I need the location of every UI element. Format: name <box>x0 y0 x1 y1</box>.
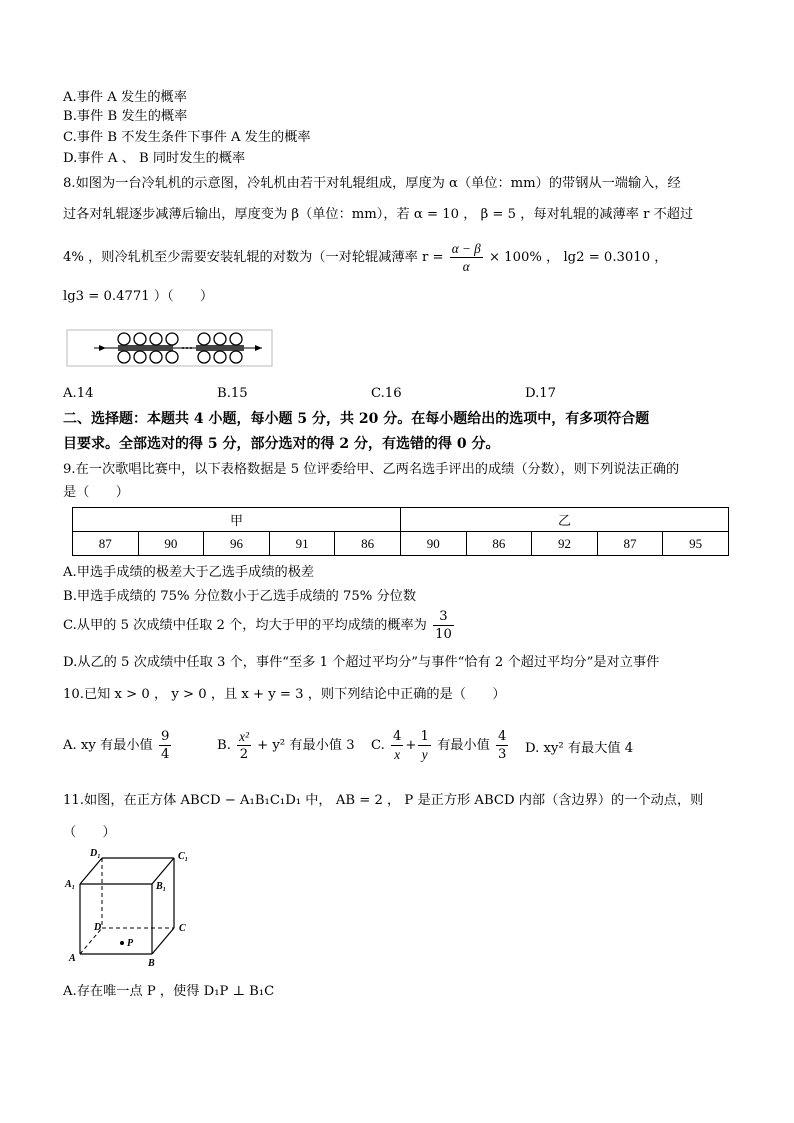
jia-score: 90 <box>138 532 204 556</box>
point-p <box>120 941 124 945</box>
q9-option-c-text: C.从甲的 5 次成绩中任取 2 个，均大于甲的平均成绩的概率为 <box>63 618 427 633</box>
q7-option-c: C.事件 B 不发生条件下事件 A 发生的概率 <box>63 130 311 145</box>
cube-figure <box>62 846 202 971</box>
fraction-numerator: α − β <box>451 241 481 256</box>
fraction <box>391 728 403 763</box>
q8-stem-line4: lg3 = 0.4771 ）（ ） <box>63 289 214 304</box>
q10-option-b-label: B. <box>217 738 231 753</box>
section-2-heading-line1: 二、选择题：本题共 4 小题，每小题 5 分，共 20 分。在每小题给出的选项中，有多项符合题 <box>63 411 650 427</box>
q10-option-a-text: A. xy 有最小值 <box>63 738 153 753</box>
fraction <box>159 728 171 763</box>
steel-strip-section-2 <box>196 345 244 351</box>
scores-table <box>72 507 729 556</box>
q9-option-a: A.甲选手成绩的极差大于乙选手成绩的极差 <box>63 565 315 580</box>
table-header-row <box>73 508 729 532</box>
fraction-numerator: 9 <box>160 729 170 744</box>
fraction <box>496 728 508 763</box>
q8-line3-pre: 4% ，则冷轧机至少需要安装轧辊的对数为（一对轮辊减薄率 r = <box>63 250 444 265</box>
header-jia: 甲 <box>73 508 401 532</box>
q10-option-c-text: 有最小值 <box>437 738 490 753</box>
q7-option-a: A.事件 A 发生的概率 <box>63 90 187 105</box>
q11-stem-line2: （ ） <box>63 825 116 840</box>
label-b: B <box>148 958 155 969</box>
steel-strip-section-1 <box>118 345 173 351</box>
label-a: A <box>69 953 76 964</box>
q8-option-c: C.16 <box>371 386 402 401</box>
q10-option-b-text: + y² 有最小值 3 <box>257 738 355 753</box>
header-yi: 乙 <box>400 508 728 532</box>
q10-option-c <box>371 728 510 763</box>
fraction-numerator: 1 <box>420 729 429 744</box>
reduction-rate-fraction <box>450 240 483 275</box>
fraction-numerator: x² <box>239 729 249 744</box>
label-a1: A₁ <box>65 879 76 890</box>
fraction-denominator: 4 <box>160 747 170 762</box>
fraction-numerator: 3 <box>433 608 454 626</box>
jia-score: 87 <box>73 532 139 556</box>
q7-option-b: B.事件 B 发生的概率 <box>63 109 188 124</box>
q9-option-d: D.从乙的 5 次成绩中任取 3 个，事件“至多 1 个超过平均分”与事件“恰有 2 个超过平均分”是对立事件 <box>63 655 660 670</box>
q8-option-a: A.14 <box>63 386 94 401</box>
yi-score: 92 <box>532 532 598 556</box>
label-d1: D₁ <box>90 848 101 859</box>
jia-score: 91 <box>269 532 335 556</box>
probability-fraction <box>433 608 454 643</box>
jia-score: 96 <box>204 532 270 556</box>
label-c: C <box>179 923 186 934</box>
ellipsis-dots <box>182 347 192 349</box>
fraction-denominator: α <box>462 259 470 274</box>
label-d: D <box>94 922 102 933</box>
section-2-heading-line2: 目要求。全部选对的得 5 分，部分选对的得 2 分，有选错的得 0 分。 <box>63 436 500 452</box>
q11-option-a: A.存在唯一点 P ，使得 D₁P ⊥ B₁C <box>63 984 275 999</box>
fraction-numerator: 4 <box>393 729 402 744</box>
fraction-denominator: 3 <box>498 747 507 762</box>
yi-score: 90 <box>400 532 466 556</box>
q8-line3-post: × 100% ， lg2 = 0.3010 ， <box>488 250 668 265</box>
yi-score: 95 <box>663 532 729 556</box>
yi-score: 86 <box>466 532 532 556</box>
q8-stem-line3 <box>63 240 667 275</box>
q10-option-d: D. xy² 有最大值 4 <box>525 741 634 756</box>
plus-sign: + <box>405 738 417 753</box>
fraction <box>418 728 430 763</box>
q9-option-b: B.甲选手成绩的 75% 分位数小于乙选手成绩的 75% 分位数 <box>63 589 417 604</box>
yi-score: 87 <box>597 532 663 556</box>
label-b1: B₁ <box>156 881 167 892</box>
label-p: P <box>127 938 134 949</box>
cube-labels <box>64 848 188 969</box>
fraction-numerator: 4 <box>498 729 507 744</box>
jia-score: 86 <box>335 532 401 556</box>
q9-option-c <box>63 608 456 643</box>
q8-option-d: D.17 <box>525 386 557 401</box>
rolling-mill-figure <box>66 328 274 368</box>
fraction <box>237 728 251 763</box>
input-arrow-icon <box>99 345 106 351</box>
fraction-denominator: 2 <box>239 747 249 762</box>
table-row <box>73 532 729 556</box>
q11-stem-line1: 11.如图，在正方体 ABCD − A₁B₁C₁D₁ 中， AB = 2 ， P 是正方形 ABCD 内部（含边界）的一个动点，则 <box>63 793 704 808</box>
output-arrow-icon <box>255 345 262 351</box>
q9-stem-line2: 是（ ） <box>63 485 129 500</box>
fraction-denominator: y <box>421 747 428 762</box>
q9-stem-line1: 9.在一次歌唱比赛中，以下表格数据是 5 位评委给甲、乙两名选手评出的成绩（分数），则下列说法正确的 <box>63 462 680 477</box>
q10-option-c-label: C. <box>371 738 385 753</box>
q8-stem-line2: 过各对轧辊逐步减薄后输出，厚度变为 β（单位：mm），若 α = 10 ， β = 5 ，每对轧辊的减薄率 r 不超过 <box>63 207 694 222</box>
q10-option-b <box>217 728 355 763</box>
fraction-denominator: 10 <box>435 627 452 642</box>
q10-option-a <box>63 728 173 763</box>
q8-stem-line1: 8.如图为一台冷轧机的示意图，冷轧机由若干对轧辊组成，厚度为 α（单位：mm）的带钢从一端输入，经 <box>63 176 681 191</box>
fraction-denominator: x <box>394 747 401 762</box>
q7-option-d: D.事件 A 、 B 同时发生的概率 <box>63 151 246 166</box>
q8-option-b: B.15 <box>217 386 248 401</box>
label-c1: C₁ <box>178 851 189 862</box>
q10-stem: 10.已知 x > 0 ， y > 0 ，且 x + y = 3 ，则下列结论中正确的是（ ） <box>63 687 506 702</box>
